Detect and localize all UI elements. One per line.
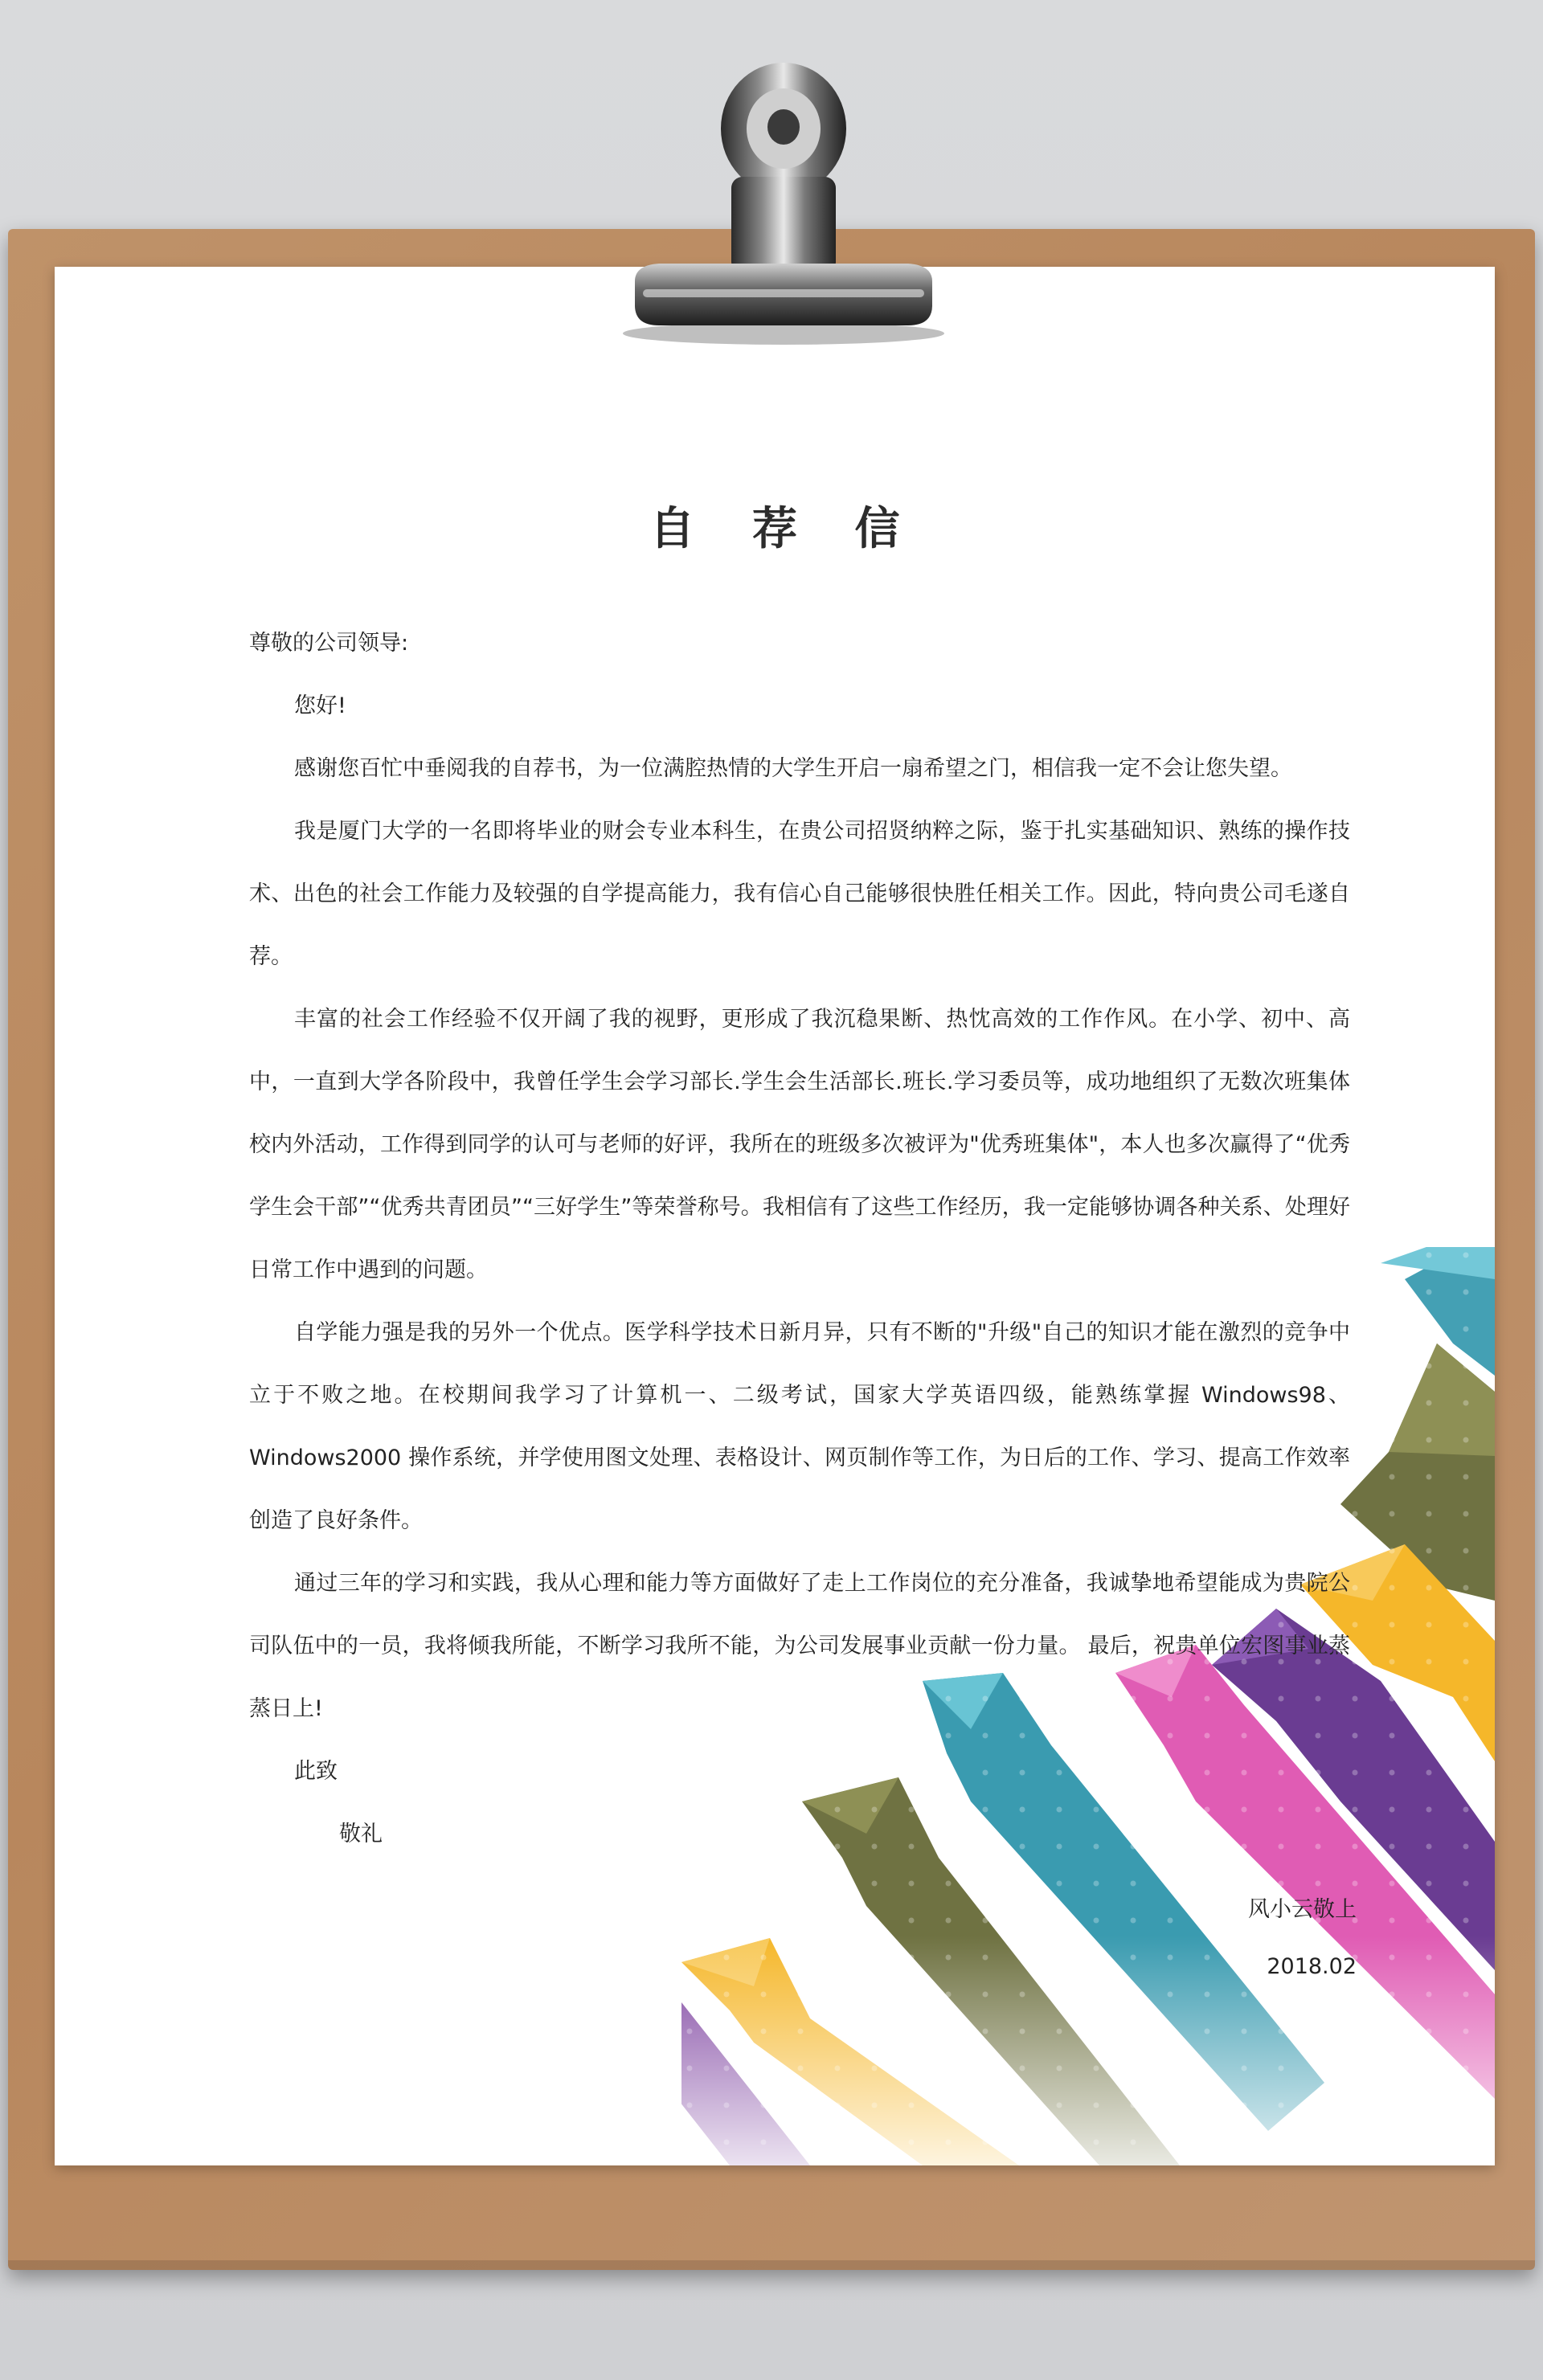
closing-line-2: 敬礼 bbox=[339, 1822, 383, 1846]
letter-body bbox=[249, 612, 1350, 1866]
signature: 风小云敬上 bbox=[1248, 1897, 1357, 1922]
salutation: 尊敬的公司领导: bbox=[249, 631, 409, 656]
paragraph-5: 通过三年的学习和实践，我从心理和能力等方面做好了走上工作岗位的充分准备，我诚挚地希望能成为贵院公司队伍中的一员，我将倾我所能，不断学习我所不能，为公司发展事业贡献一份力量。 最后，祝贵单位宏图事业蒸蒸日上! bbox=[249, 1571, 1350, 1721]
paragraph-3: 丰富的社会工作经验不仅开阔了我的视野，更形成了我沉稳果断、热忱高效的工作作风。在小学、初中、高中，一直到大学各阶段中，我曾任学生会学习部长.学生会生活部长.班长.学习委员等，成功地组织了无数次班集体校内外活动，工作得到同学的认可与老师的好评，我所在的班级多次被评为"优秀班集体"，本人也多次赢得了“优秀学生会干部”“优秀共青团员”“三好学生”等荣誉称号。我相信有了这些工作经历，我一定能够协调各种关系、处理好日常工作中遇到的问题。 bbox=[249, 1007, 1350, 1282]
closing-line-1: 此致 bbox=[294, 1759, 338, 1784]
paragraph-2: 我是厦门大学的一名即将毕业的财会专业本科生，在贵公司招贤纳粹之际，鉴于扎实基础知识、熟练的操作技术、出色的社会工作能力及较强的自学提高能力，我有信心自己能够很快胜任相关工作。因此，特向贵公司毛遂自荐。 bbox=[249, 819, 1350, 969]
board-edge bbox=[8, 2260, 1535, 2270]
letter-title: 自 荐 信 bbox=[649, 503, 921, 555]
letter-date: 2018.02 bbox=[1267, 1954, 1357, 1979]
paragraph-4: 自学能力强是我的另外一个优点。医学科学技术日新月异，只有不断的"升级"自己的知识才能在激烈的竞争中立于不败之地。在校期间我学习了计算机一、二级考试，国家大学英语四级，能熟练掌握 Windows98、Windows2000 操作系统，并学使用图文处理、表格设计、网页制作等工作，为日后的工作、学习、提高工作效率创造了良好条件。 bbox=[249, 1320, 1350, 1533]
letter-paper bbox=[55, 267, 1495, 2165]
paragraph-1: 感谢您百忙中垂阅我的自荐书，为一位满腔热情的大学生开启一扇希望之门，相信我一定不会让您失望。 bbox=[294, 756, 1292, 781]
greeting: 您好! bbox=[294, 693, 346, 718]
binder-clip-icon bbox=[611, 48, 956, 354]
